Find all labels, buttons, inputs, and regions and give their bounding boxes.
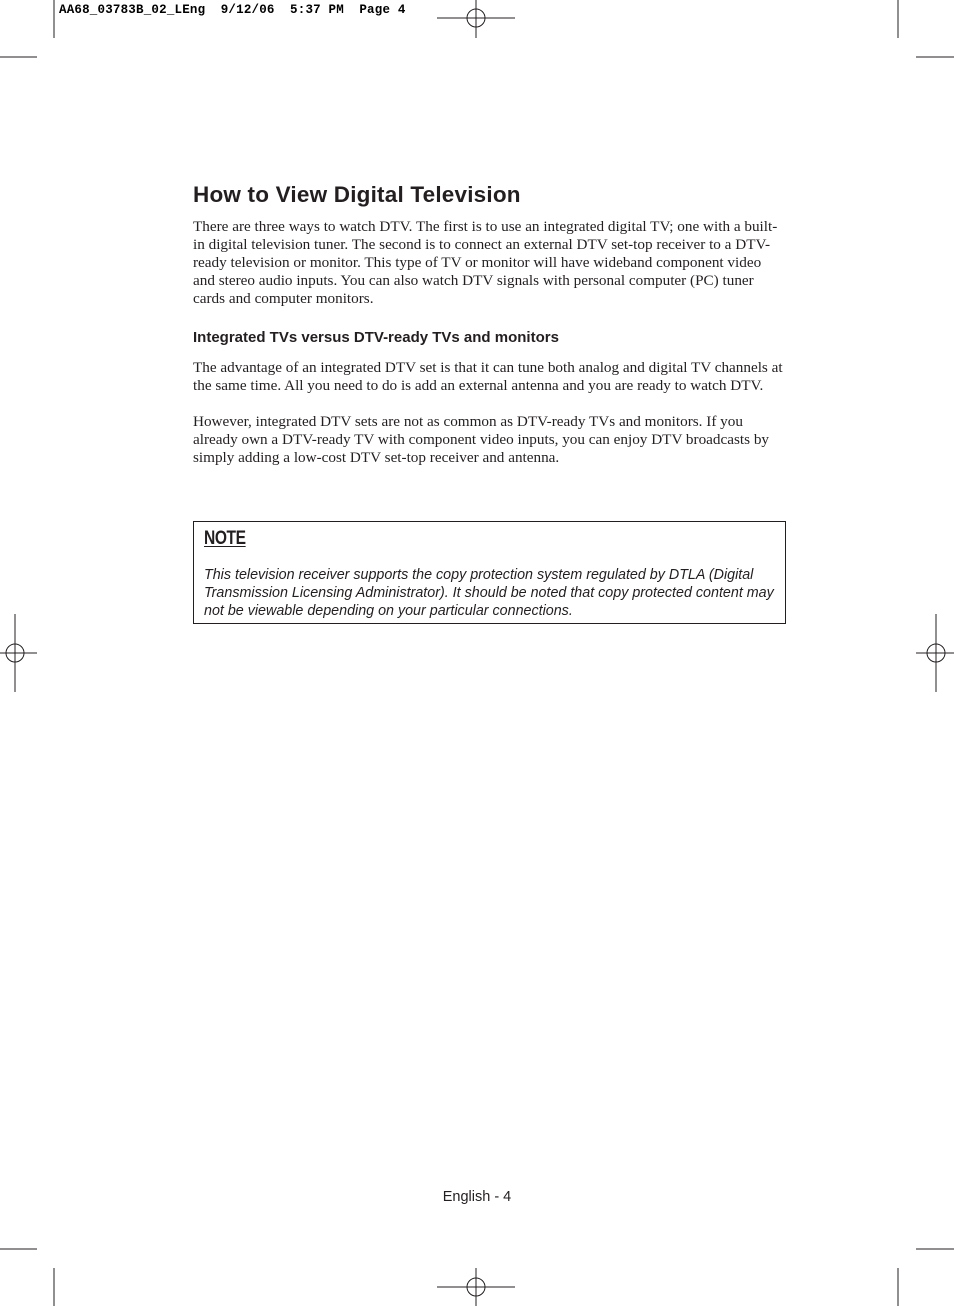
page-footer: English - 4 bbox=[442, 1189, 512, 1205]
note-box bbox=[193, 521, 786, 624]
section-heading: Integrated TVs versus DTV-ready TVs and monitors bbox=[193, 329, 559, 346]
note-title: NOTE bbox=[204, 528, 246, 549]
page-title: How to View Digital Television bbox=[193, 182, 521, 207]
print-slug: AA68_03783B_02_LEng 9/12/06 5:37 PM Page 4 bbox=[59, 3, 406, 17]
section-paragraph-2: However, integrated DTV sets are not as common as DTV-ready TVs and monitors. If you already own a DTV-ready TV with component video inputs, you can enjoy DTV broadcasts by simply adding a low-cost DTV set-top receiver and antenna. bbox=[193, 413, 770, 466]
note-text: This television receiver supports the copy protection system regulated by DTLA (Digital Transmission Licensing Administrator). It should be noted that copy protected content may not be viewable depending on your particular connections. bbox=[204, 567, 774, 619]
page-content bbox=[193, 180, 793, 467]
section-paragraph-1: The advantage of an integrated DTV set is that it can tune both analog and digital TV channels at the same time. All you need to do is add an external antenna and you are ready to watch DTV. bbox=[193, 359, 783, 394]
intro-paragraph: There are three ways to watch DTV. The first is to use an integrated digital TV; one with a built-in digital television tuner. The second is to connect an external DTV set-top receiver to a DTV-ready television or monitor. This type of TV or monitor will have wideband component video and stereo audio inputs. You can also watch DTV signals with personal computer (PC) tuner cards and computer monitors. bbox=[193, 218, 778, 307]
